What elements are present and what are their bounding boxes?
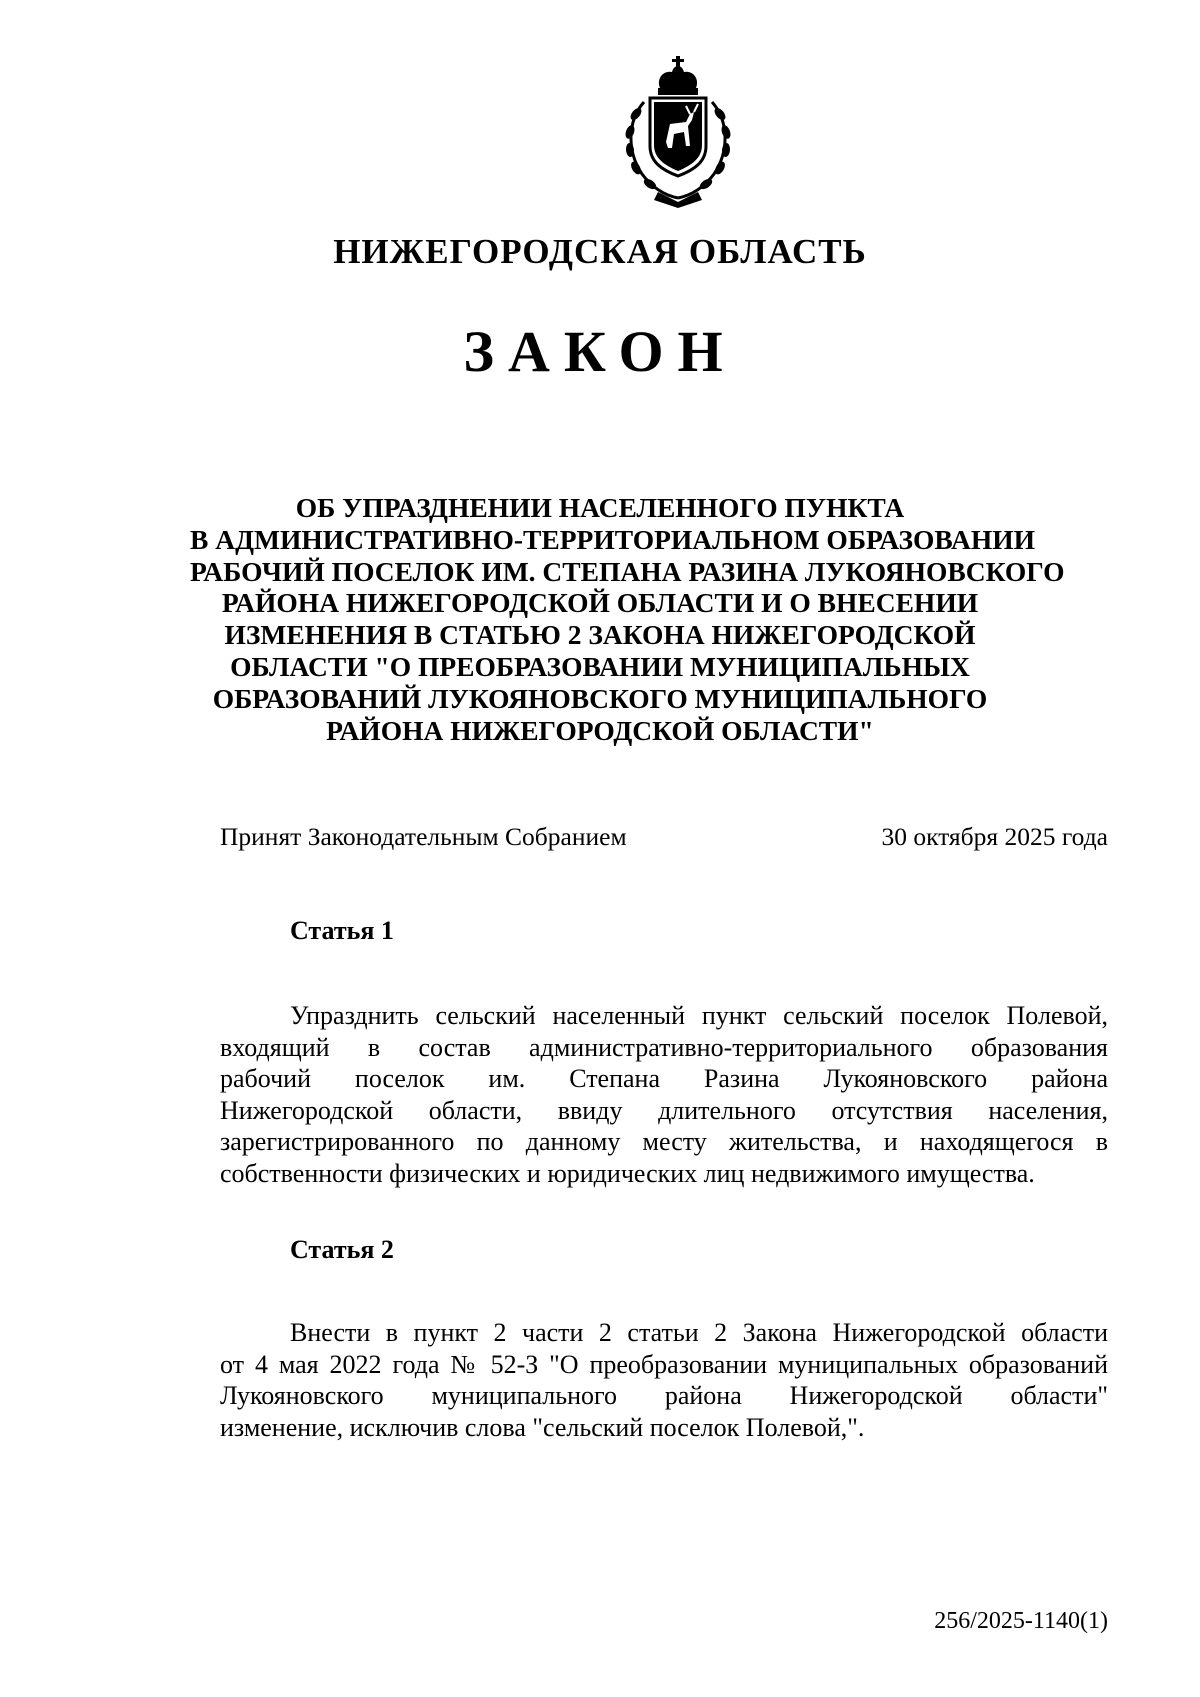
law-title xyxy=(190,492,1065,746)
text-line: Упразднить сельский населенный пункт сельский поселок Полевой, xyxy=(290,1001,1108,1030)
article-1-heading: Статья 1 xyxy=(290,916,394,945)
text-line: зарегистрированного по данному месту жительства, и находящегося в xyxy=(220,1127,1108,1156)
text-line: Внести в пункт 2 части 2 статьи 2 Закона Нижегородской области xyxy=(290,1318,1108,1347)
title-line: ОБЛАСТИ "О ПРЕОБРАЗОВАНИИ МУНИЦИПАЛЬНЫХ xyxy=(230,650,970,682)
registration-number: 256/2025-1140(1) xyxy=(934,1608,1108,1634)
coat-of-arms-emblem xyxy=(598,50,758,208)
adoption-date: 30 октября 2025 года xyxy=(881,822,1108,851)
text-line: рабочий поселок им. Степана Разина Лукояновского района xyxy=(220,1064,1108,1093)
text-line: собственности физических и юридических лиц недвижимого имущества. xyxy=(220,1158,1035,1188)
adoption-text: Принят Законодательным Собранием xyxy=(220,822,627,851)
title-line: РАЙОНА НИЖЕГОРОДСКОЙ ОБЛАСТИ И О ВНЕСЕНИИ xyxy=(221,587,979,619)
title-line: В АДМИНИСТРАТИВНО-ТЕРРИТОРИАЛЬНОМ ОБРАЗОВАНИИ xyxy=(190,523,1036,555)
text-line: входящий в состав административно-территориального образования xyxy=(220,1032,1108,1062)
title-line: РАБОЧИЙ ПОСЕЛОК ИМ. СТЕПАНА РАЗИНА ЛУКОЯНОВСКОГО xyxy=(190,555,1065,587)
text-line: Нижегородской области, ввиду длительного отсутствия населения, xyxy=(220,1095,1108,1125)
text-line: изменение, исключив слова "сельский поселок Полевой,". xyxy=(220,1412,865,1442)
text-line: Лукояновского муниципального района Нижегородской области" xyxy=(220,1381,1108,1410)
title-line: РАЙОНА НИЖЕГОРОДСКОЙ ОБЛАСТИ" xyxy=(326,714,874,746)
title-line: ОБРАЗОВАНИЙ ЛУКОЯНОВСКОГО МУНИЦИПАЛЬНОГО xyxy=(212,682,988,714)
title-line: ИЗМЕНЕНИЯ В СТАТЬЮ 2 ЗАКОНА НИЖЕГОРОДСКОЙ xyxy=(224,619,976,651)
region-name: НИЖЕГОРОДСКАЯ ОБЛАСТЬ xyxy=(333,232,867,271)
article-2-text xyxy=(220,1317,1108,1443)
article-2-heading: Статья 2 xyxy=(290,1235,394,1264)
document-type: ЗАКОН xyxy=(463,319,737,384)
article-1-text xyxy=(220,1000,1108,1189)
title-line: ОБ УПРАЗДНЕНИИ НАСЕЛЕННОГО ПУНКТА xyxy=(295,492,905,523)
text-line: от 4 мая 2022 года № 52-З "О преобразовании муниципальных образований xyxy=(220,1349,1108,1379)
